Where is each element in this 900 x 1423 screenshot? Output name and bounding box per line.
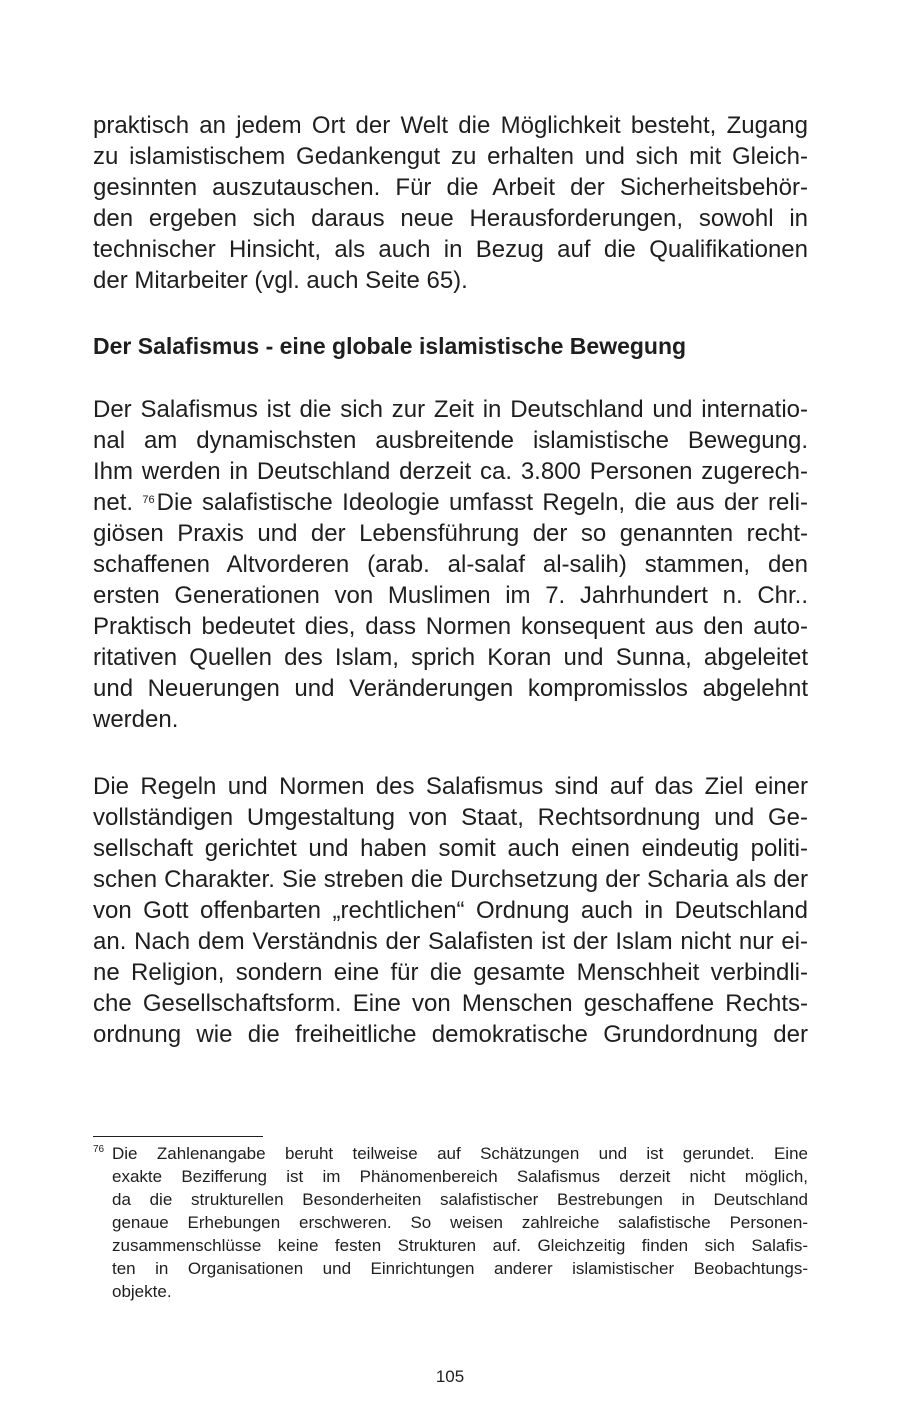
text-line: Ihm werden in Deutschland derzeit ca. 3.800 Personen zugerech- xyxy=(93,458,808,485)
text-line: ordnung wie die freiheitliche demokratische Grundordnung der xyxy=(93,1021,808,1048)
text-line: der Mitarbeiter (vgl. auch Seite 65). xyxy=(93,267,468,294)
footnote-reference[interactable]: 76 xyxy=(142,494,155,506)
page-number: 105 xyxy=(435,1367,465,1386)
text-line: den ergeben sich daraus neue Herausforderungen, sowohl in xyxy=(93,205,808,232)
footnote-line: ten in Organisationen und Einrichtungen anderer islamistischer Beobachtungs- xyxy=(112,1259,808,1278)
text-line: und Neuerungen und Veränderungen kompromisslos abgelehnt xyxy=(93,675,808,702)
text-line: Die Regeln und Normen des Salafismus sind auf das Ziel einer xyxy=(93,773,808,800)
text-line: von Gott offenbarten „rechtlichen“ Ordnung auch in Deutschland xyxy=(93,897,808,924)
text-line: an. Nach dem Verständnis der Salafisten ist der Islam nicht nur ei- xyxy=(93,928,808,955)
text-line: schen Charakter. Sie streben die Durchsetzung der Scharia als der xyxy=(93,866,808,893)
text-line: ersten Generationen von Muslimen im 7. Jahrhundert n. Chr.. xyxy=(93,582,808,609)
footnote-line: genaue Erhebungen erschweren. So weisen zahlreiche salafistische Personen- xyxy=(112,1213,808,1232)
footnote-line: exakte Bezifferung ist im Phänomenbereich Salafismus derzeit nicht möglich, xyxy=(112,1167,808,1186)
text-line: nal am dynamischsten ausbreitende islamistische Bewegung. xyxy=(93,427,808,454)
text-line: sellschaft gerichtet und haben somit auch einen eindeutig politi- xyxy=(93,835,808,862)
text-line: Der Salafismus ist die sich zur Zeit in Deutschland und internatio- xyxy=(93,396,808,423)
text-line: werden. xyxy=(93,706,179,733)
text-line: praktisch an jedem Ort der Welt die Möglichkeit besteht, Zugang xyxy=(93,112,808,139)
text-fragment: net. xyxy=(93,489,134,516)
text-line: Praktisch bedeutet dies, dass Normen konsequent aus den auto- xyxy=(93,613,808,640)
footnote-divider xyxy=(93,1136,263,1137)
section-heading: Der Salafismus - eine globale islamistische Bewegung xyxy=(93,333,687,359)
footnote-line: objekte. xyxy=(112,1282,172,1301)
text-line: che Gesellschaftsform. Eine von Menschen geschaffene Rechts- xyxy=(93,990,808,1017)
footnote-line: da die strukturellen Besonderheiten salafistischer Bestrebungen in Deutschland xyxy=(112,1190,808,1209)
text-line: schaffenen Altvorderen (arab. al-salaf al-salih) stammen, den xyxy=(93,551,808,578)
text-line: gesinnten auszutauschen. Für die Arbeit der Sicherheitsbehör- xyxy=(93,174,808,201)
text-line-with-footnote xyxy=(93,487,808,518)
text-line: giösen Praxis und der Lebensführung der so genannten recht- xyxy=(93,520,808,547)
text-line: ne Religion, sondern eine für die gesamte Menschheit verbindli- xyxy=(93,959,808,986)
text-fragment: Die salafistische Ideologie umfasst Regeln, die aus der reli- xyxy=(156,489,809,516)
text-line: technischer Hinsicht, als auch in Bezug auf die Qualifikationen xyxy=(93,236,808,263)
text-line: ritativen Quellen des Islam, sprich Koran und Sunna, abgeleitet xyxy=(93,644,808,671)
footnote-line: Die Zahlenangabe beruht teilweise auf Schätzungen und ist gerundet. Eine xyxy=(112,1144,808,1163)
text-line: zu islamistischem Gedankengut zu erhalten und sich mit Gleich- xyxy=(93,143,808,170)
footnote-marker: 76 xyxy=(93,1144,105,1155)
text-line: vollständigen Umgestaltung von Staat, Rechtsordnung und Ge- xyxy=(93,804,808,831)
footnote-line: zusammenschlüsse keine festen Strukturen auf. Gleichzeitig finden sich Salafis- xyxy=(112,1236,808,1255)
